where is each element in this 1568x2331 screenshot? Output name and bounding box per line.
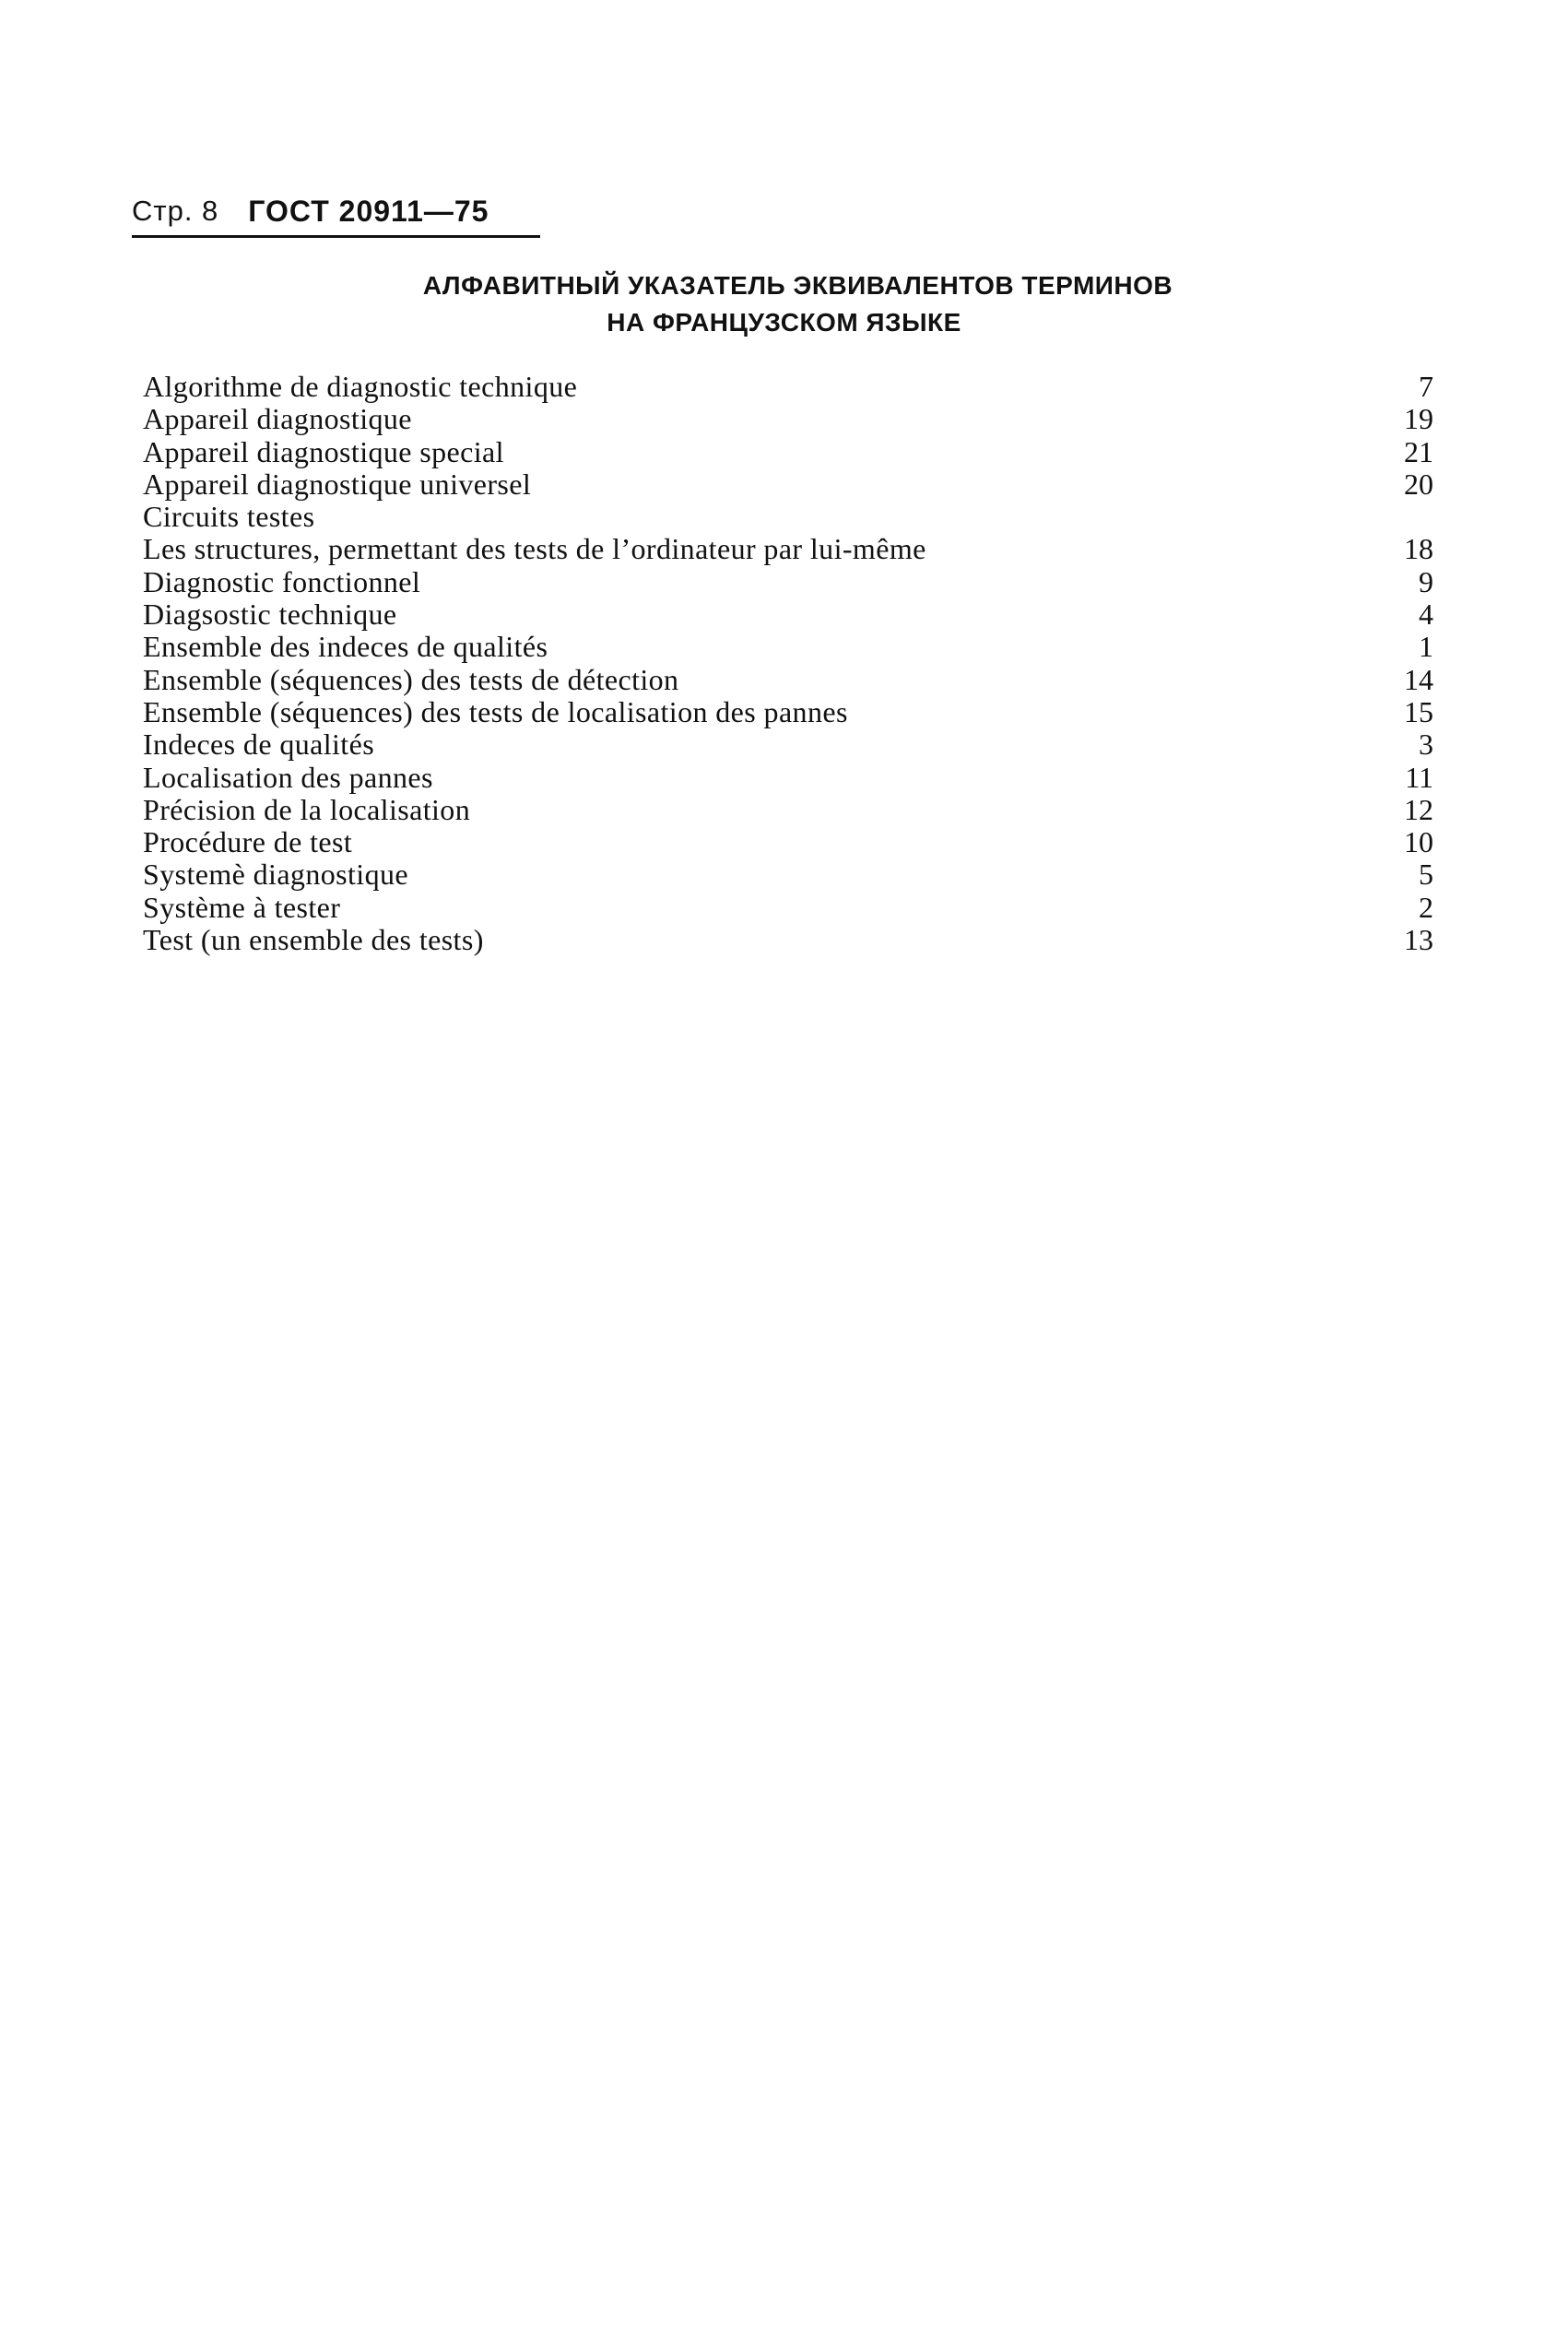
- title-line-2: НА ФРАНЦУЗСКОМ ЯЗЫКЕ: [607, 308, 961, 337]
- index-entry: [143, 403, 1433, 435]
- entry-number: 14: [1404, 662, 1433, 696]
- index-entry: [143, 892, 1433, 924]
- index-entry: [143, 501, 1433, 533]
- standard-designation: ГОСТ 20911—75: [248, 194, 489, 228]
- index-entry: [143, 858, 1433, 891]
- entry-number: 12: [1404, 792, 1433, 826]
- header-rule: [132, 235, 540, 238]
- index-entry: [143, 826, 1433, 858]
- index-entry: [143, 762, 1433, 794]
- page-header: [132, 187, 542, 235]
- index-entry: [143, 533, 1433, 565]
- index-entry: [143, 631, 1433, 663]
- entry-number: 4: [1419, 598, 1433, 632]
- entry-number: 9: [1419, 564, 1433, 598]
- entry-number: 18: [1404, 532, 1433, 566]
- entry-number: 15: [1404, 694, 1433, 728]
- entry-number: 20: [1404, 467, 1433, 501]
- entry-term: Algorithme de diagnostic technique: [143, 370, 578, 403]
- entry-number: 21: [1404, 434, 1433, 468]
- entry-number: 10: [1404, 825, 1433, 859]
- index-entry: [143, 598, 1433, 631]
- entry-number: 19: [1404, 402, 1433, 436]
- entry-number: 5: [1419, 858, 1433, 892]
- entry-number: 11: [1405, 760, 1433, 794]
- index-entry: [143, 794, 1433, 826]
- entry-term: Diagsostic technique: [143, 598, 397, 632]
- entry-term: Localisation des pannes: [143, 760, 433, 794]
- entry-term: Diagnostic fonctionnel: [143, 564, 421, 598]
- entry-term: Systèmе à tester: [143, 890, 341, 924]
- index-entry: [143, 566, 1433, 598]
- entry-term: Les structures, permettant des tests de l’ordinateur par lui-même: [143, 532, 926, 566]
- term-index-list: [143, 371, 1433, 956]
- entry-term: Précision de la localisation: [143, 792, 471, 826]
- entry-term: Ensemble des indeces de qualités: [143, 630, 548, 664]
- page-number-label: Стр. 8: [132, 195, 219, 227]
- entry-term: Indeces de qualités: [143, 728, 375, 762]
- entry-number: 13: [1404, 923, 1433, 957]
- entry-term: Ensemble (séquences) des tests de localisation des pannes: [143, 694, 848, 728]
- entry-term: Appareil diagnostique: [143, 402, 412, 436]
- entry-number: 1: [1419, 630, 1433, 664]
- index-entry: [143, 924, 1433, 956]
- entry-term: Test (un ensemble des tests): [143, 923, 484, 957]
- index-entry: [143, 468, 1433, 501]
- entry-term: Systemè diagnostique: [143, 858, 408, 892]
- index-entry: [143, 371, 1433, 403]
- title-line-1: АЛФАВИТНЫЙ УКАЗАТЕЛЬ ЭКВИВАЛЕНТОВ ТЕРМИНОВ: [422, 271, 1173, 300]
- index-entry: [143, 696, 1433, 728]
- index-entry: [143, 436, 1433, 468]
- index-entry: [143, 728, 1433, 761]
- entry-term: Ensemble (séquences) des tests de détection: [143, 662, 679, 696]
- index-entry: [143, 664, 1433, 696]
- entry-term: Appareil diagnostique special: [143, 434, 504, 468]
- entry-term: Procédure de test: [143, 825, 353, 859]
- entry-number: 3: [1419, 728, 1433, 762]
- entry-term: Appareil diagnostique universel: [143, 467, 532, 501]
- page-title: [0, 267, 1568, 341]
- entry-number: 2: [1419, 890, 1433, 924]
- entry-number: 7: [1419, 370, 1433, 403]
- entry-term: Circuits testes: [143, 500, 315, 534]
